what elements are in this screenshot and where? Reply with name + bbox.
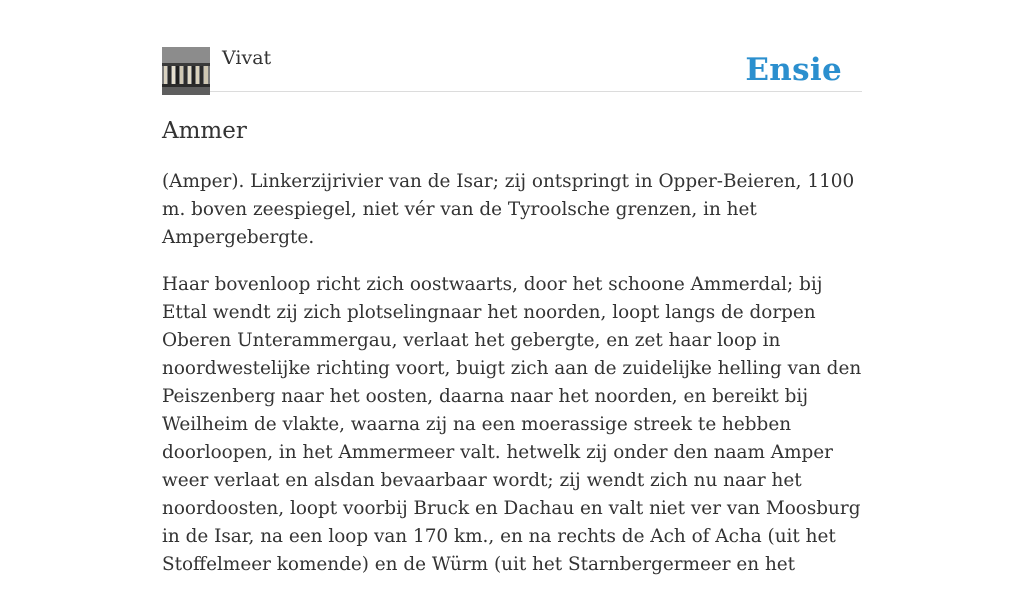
page xyxy=(162,0,862,575)
article-paragraph: Haar bovenloop richt zich oostwaarts, door het schoone Ammerdal; bij Ettal wendt zij zich plotselingnaar het noorden, loopt langs de dorpen Oberen Unterammergau, verlaat het gebergte, en zet haar loop in noordwestelijke richting voort, buigt zich aan de zuidelijke helling van den Peiszenberg naar het oosten, daarna naar het noorden, en bereikt bij Weilheim de vlakte, waarna zij na een moerassige streek te hebben doorloopen, in het Ammermeer valt. hetwelk zij onder den naam Amper weer verlaat en alsdan bevaarbaar wordt; zij wendt zich nu naar het noordoosten, loopt voorbij Bruck en Dachau en valt niet ver van Moosburg in de Isar, na een loop van 170 km., en na rechts de Ach of Acha (uit het Stoffelmeer komende) en de Würm (uit het Starnbergermeer en het xyxy=(162,274,862,575)
article-title: Ammer xyxy=(162,118,247,144)
article-paragraph: (Amper). Linkerzijrivier van de Isar; zij ontspringt in Opper-Beieren, 1100 m. boven zeespiegel, niet vér van de Tyroolsche grenzen, in het Ampergebergte. xyxy=(162,171,855,248)
brand-logo[interactable]: Ensie xyxy=(745,52,842,88)
avatar[interactable] xyxy=(162,47,210,95)
header xyxy=(162,0,862,92)
books-shelf-icon xyxy=(162,47,210,95)
article-body xyxy=(162,168,862,598)
username[interactable]: Vivat xyxy=(222,47,272,69)
